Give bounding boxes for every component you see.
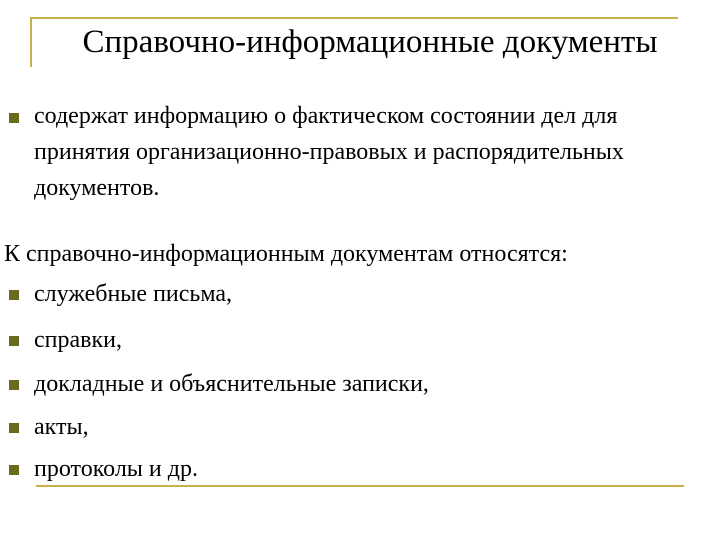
- square-bullet-icon: [9, 423, 19, 433]
- decorative-top-line: [30, 17, 678, 19]
- square-bullet-icon: [9, 290, 19, 300]
- list-item: протоколы и др.: [34, 456, 198, 482]
- list-item: служебные письма,: [34, 281, 233, 307]
- intro-text: содержат информацию о фактическом состоянии дел для принятия организационно-правовых и распорядительных документов.: [34, 103, 624, 201]
- list-item: справки,: [34, 327, 122, 353]
- square-bullet-icon: [9, 380, 19, 390]
- square-bullet-icon: [9, 113, 19, 123]
- square-bullet-icon: [9, 336, 19, 346]
- list-heading: К справочно-информационным документам относятся:: [4, 241, 568, 267]
- list-item: акты,: [34, 414, 89, 440]
- square-bullet-icon: [9, 465, 19, 475]
- decorative-left-line: [30, 17, 32, 67]
- slide-title: Справочно-информационные документы: [82, 24, 658, 60]
- list-item: докладные и объяснительные записки,: [34, 371, 429, 397]
- decorative-bottom-line: [36, 485, 684, 487]
